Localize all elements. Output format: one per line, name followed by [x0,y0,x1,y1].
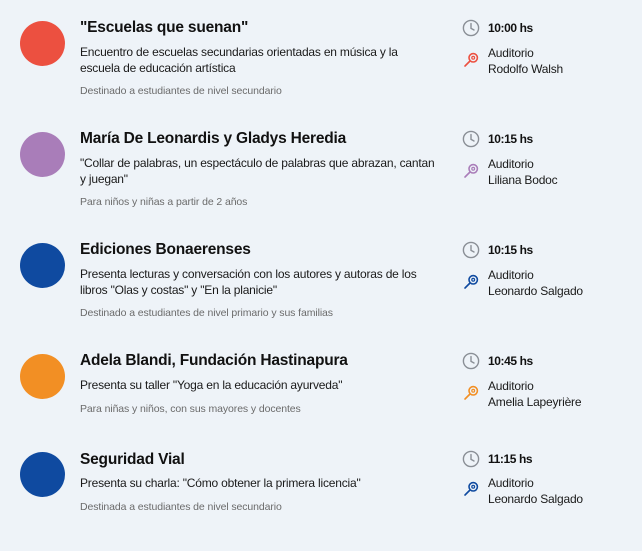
event-color-dot [20,132,65,177]
event-description: Presenta su taller "Yoga en la educación ayurveda" [80,378,343,392]
event-audience: Para niños y niñas a partir de 2 años [80,196,248,208]
map-pin-icon [462,162,480,180]
event-venue-line2: Leonardo Salgado [488,492,583,506]
event-time: 10:15 hs [488,243,533,257]
event-title[interactable]: "Escuelas que suenan" [80,19,249,36]
map-pin-icon [462,273,480,291]
event-title[interactable]: Ediciones Bonaerenses [80,241,251,258]
event-audience: Destinada a estudiantes de nivel secundario [80,501,282,513]
map-pin-icon [462,384,480,402]
event-time: 10:15 hs [488,132,533,146]
event-title[interactable]: Seguridad Vial [80,451,185,468]
clock-icon [462,19,480,37]
event-venue-line1: Auditorio [488,46,534,60]
event-color-dot [20,21,65,66]
event-item[interactable] [0,333,642,444]
event-venue-line2: Amelia Lapeyrière [488,395,582,409]
event-time: 11:15 hs [488,452,533,466]
clock-icon [462,352,480,370]
event-time: 10:45 hs [488,354,533,368]
event-venue-line1: Auditorio [488,476,534,490]
event-item[interactable] [0,111,642,222]
event-venue-line1: Auditorio [488,157,534,171]
event-time: 10:00 hs [488,21,533,35]
event-title[interactable]: Adela Blandi, Fundación Hastinapura [80,352,348,369]
event-venue-line1: Auditorio [488,268,534,282]
event-venue-line2: Leonardo Salgado [488,284,583,298]
event-description: Presenta su charla: "Cómo obtener la primera licencia" [80,476,361,490]
event-title[interactable]: María De Leonardis y Gladys Heredia [80,130,347,147]
event-item[interactable] [0,0,642,111]
clock-icon [462,130,480,148]
event-color-dot [20,452,65,497]
event-audience: Destinado a estudiantes de nivel primario y sus familias [80,307,333,319]
event-venue-line2: Liliana Bodoc [488,173,558,187]
clock-icon [462,450,480,468]
event-audience: Para niñas y niños, con sus mayores y docentes [80,403,301,415]
event-color-dot [20,354,65,399]
map-pin-icon [462,480,480,498]
map-pin-icon [462,51,480,69]
clock-icon [462,241,480,259]
event-item[interactable] [0,440,642,551]
event-venue-line1: Auditorio [488,379,534,393]
event-item[interactable] [0,222,642,333]
event-description: "Collar de palabras, un espectáculo de palabras que abrazan, cantan y juegan" [80,156,435,186]
event-description: Presenta lecturas y conversación con los autores y autoras de los libros "Olas y costas" y "En la planicie" [80,267,417,297]
event-description: Encuentro de escuelas secundarias orientadas en música y la escuela de educación artística [80,45,398,75]
event-venue-line2: Rodolfo Walsh [488,62,563,76]
event-audience: Destinado a estudiantes de nivel secundario [80,85,282,97]
event-color-dot [20,243,65,288]
